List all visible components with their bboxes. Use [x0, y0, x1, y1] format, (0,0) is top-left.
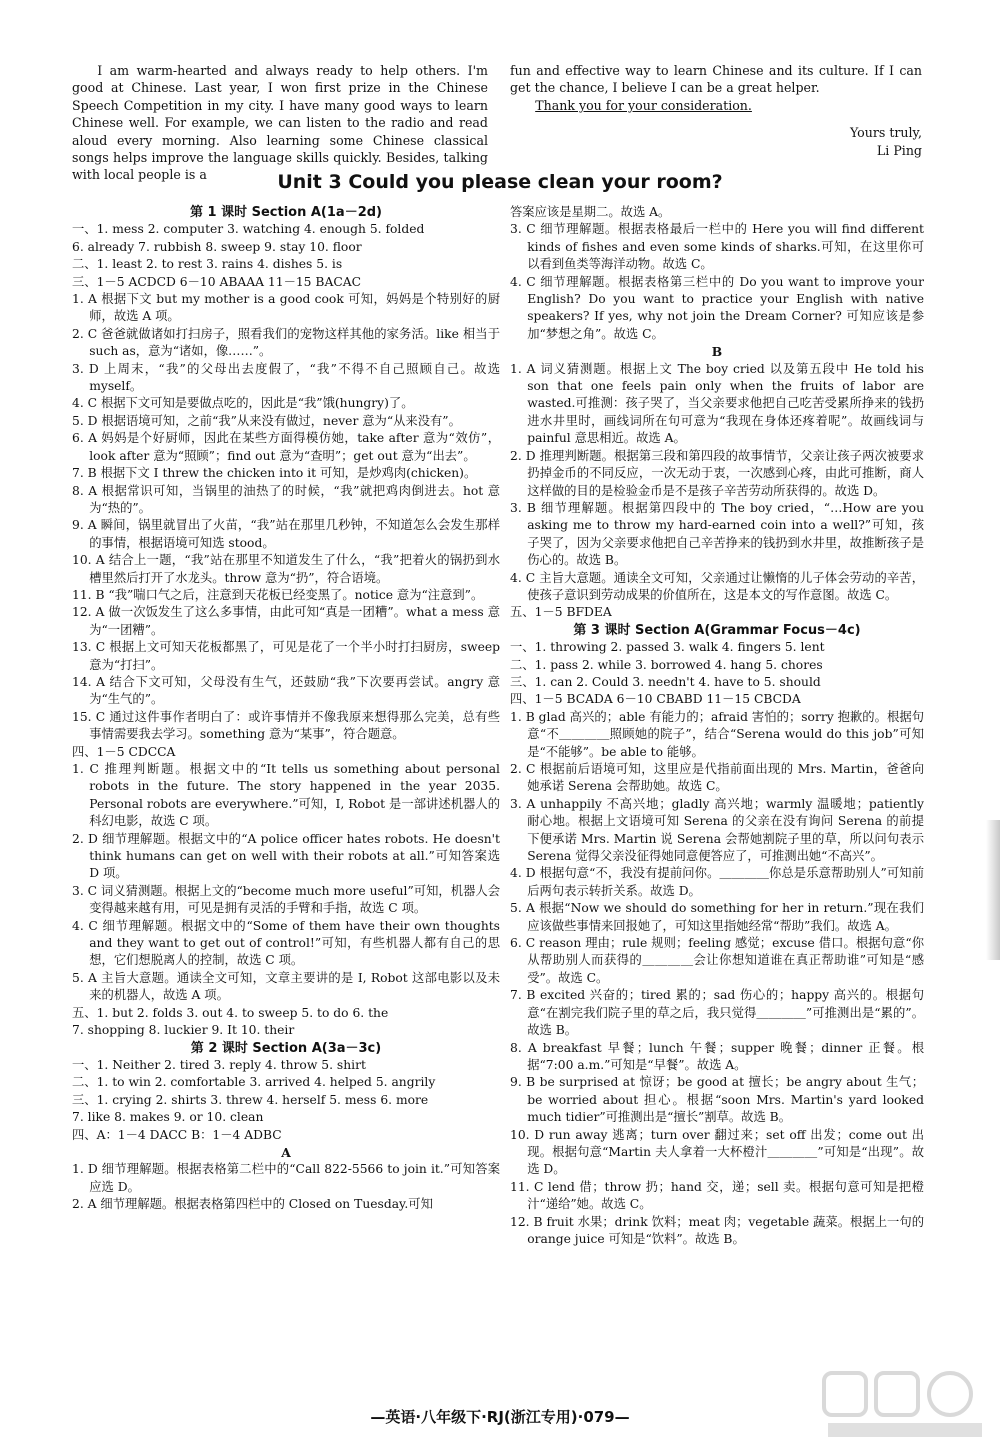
answer-line: 三、1. can 2. Could 3. needn't 4. have to 5. should [510, 674, 821, 689]
answer-explanation: 3. C 词义猜测题。根据上文的“become much more useful”可知，机器人会变得越来越有用，可见是拥有灵活的手臂和手指，故选 C 项。 [72, 883, 500, 916]
answer-explanation: 4. C 根据下文可知是要做点吃的，因此是“我”饿(hungry)了。 [72, 396, 414, 411]
letter-thanks: Thank you for your consideration. [535, 97, 752, 113]
answer-explanation: 3. A unhappily 不高兴地；gladly 高兴地；warmly 温暖地；patiently 耐心地。根据上文语境可知 Serena 的父亲在没有询问 Serena 的前提下便承诺 Mrs. Martin 说 Serena 会帮她割院子里的草，所以问句表示 Serena 觉得父亲没征得她同意便答应了，可推测出她“不高兴”。 [510, 796, 924, 864]
answer-explanation: 1. D 细节理解题。根据表格第二栏中的“Call 822-5566 to join it.”可知答案应选 D。 [72, 1162, 500, 1194]
answer-explanation: 15. C 通过这件事作者明白了：或许事情并不像我原来想得那么完美，总有些事情需要我去学习。something 意为“某事”，符合题意。 [72, 709, 500, 742]
answer-line: 四、A：1－4 DACC B：1－4 ADBC [72, 1127, 282, 1142]
answer-explanation: 1. A 词义猜测题。根据上文 The boy cried 以及第五段中 He told his son that one feels pain only when the fruits of labor are wasted.可推测：孩子哭了，当父亲要求他把自己吃苦受累所挣来的钱扔进水井里时，画线词所在句可意为“我现在身体还疼着呢”。故画线词与 painful 意思相近。故选 A。 [510, 361, 924, 446]
answer-explanation: 7. B 根据下文 I threw the chicken into it 可知，是炒鸡肉(chicken)。 [72, 466, 477, 481]
letter-body-right: fun and effective way to learn Chinese and its culture. If I can get the chance, I believe I can be a great helper. [510, 63, 922, 96]
answer-explanation: 4. D 根据句意“不，我没有提前问你。＿＿＿＿你总是乐意帮助别人”可知前后两句表示转折关系。故选 D。 [510, 866, 924, 898]
answer-line: 一、1. mess 2. computer 3. watching 4. enough 5. folded [72, 222, 425, 237]
answer-explanation: 12. A 做一次饭发生了这么多事情，由此可知“真是一团糟”。what a mess 意为“一团糟”。 [72, 605, 500, 637]
passage-label: B [711, 344, 723, 360]
answer-explanation: 4. C 主旨大意题。通读全文可知，父亲通过让懒惰的儿子体会劳动的辛苦，使孩子意识到劳动成果的价值所在，这是本文的写作意图。故选 C。 [510, 570, 924, 602]
answer-line: 二、1. to win 2. comfortable 3. arrived 4. helped 5. angrily [72, 1075, 436, 1090]
answer-explanation: 9. A 瞬间，锅里就冒出了火苗，“我”站在那里几秒钟，不知道怎么会发生那样的事情，根据语境可知选 stood。 [72, 518, 500, 550]
answer-explanation: 2. A 细节理解题。根据表格第四栏中的 Closed on Tuesday.可知 [72, 1197, 433, 1212]
answer-line: 四、1－5 CDCCA [72, 744, 176, 759]
letter-body-left: I am warm-hearted and always ready to help others. I'm good at Chinese. Last year, I won first prize in the Chinese Speech Competition in my city. I have many good ways to learn Chinese well. For example, we can listen to the radio and read aloud every morning. Also learning some Chinese classical songs helps improve the language skills quickly. Besides, talking with local people is a [72, 63, 488, 183]
answer-line: 五、1－5 BFDEA [510, 605, 612, 620]
answer-line: 7. like 8. makes 9. or 10. clean [72, 1110, 264, 1125]
answer-explanation: 8. A breakfast 早餐；lunch 午餐；supper 晚餐；dinner 正餐。根据“7:00 a.m.”可知是“早餐”。故选 A。 [510, 1040, 924, 1072]
answer-column-right [510, 204, 924, 1248]
answer-explanation: 6. A 妈妈是个好厨师，因此在某些方面得模仿她，take after 意为“效仿”，look after 意为“照顾”；find out 意为“查明”；get out 意为“出去”。 [72, 431, 500, 463]
answer-explanation: 9. B be surprised at 惊讶；be good at 擅长；be angry about 生气；be worried about 担心。根据“soon Mrs. Martin's yard looked much tidier”可推测出是“擅长”割草。故选 B。 [510, 1075, 924, 1125]
answer-explanation: 5. A 根据“Now we should do something for her in return.”现在我们应该做些事情来回报她了，可知这里指她经常“帮助”我们。故选 A。 [510, 901, 924, 933]
letter-left-column [72, 62, 488, 184]
answer-explanation: 7. B excited 兴奋的；tired 累的；sad 伤心的；happy 高兴的。根据句意“在割完我们院子里的草之后，我只觉得＿＿＿＿”可推测出是“累的”。故选 B。 [510, 988, 924, 1038]
answer-line: 三、1－5 ACDCD 6－10 ABAAA 11－15 BACAC [72, 274, 362, 289]
answer-explanation: 1. B glad 高兴的；able 有能力的；afraid 害怕的；sorry 抱歉的。根据句意“不＿＿＿＿照顾她的院子”，结合“Serena would do this job”可知是“不能够”。be able to 能够。 [510, 709, 924, 759]
answer-explanation: 10. A 结合上一题，“我”站在那里不知道发生了什么，“我”把着火的锅扔到水槽里然后打开了水龙头。throw 意为“扔”，符合语境。 [72, 553, 500, 585]
answer-explanation: 2. C 爸爸就做诸如打扫房子，照看我们的宠物这样其他的家务活。like 相当于 such as，意为“诸如，像……”。 [72, 326, 500, 359]
letter-signature: Li Ping [876, 142, 922, 158]
answer-explanation: 3. C 细节理解题。根据表格最后一栏中的 Here you will find different kinds of fishes and even some kinds of sharks.可知，在这里你可以看到鱼类等海洋动物。故选 C。 [510, 222, 924, 272]
answer-line: 6. already 7. rubbish 8. sweep 9. stay 10. floor [72, 239, 362, 254]
answer-explanation: 11. C lend 借；throw 扔；hand 交，递；sell 卖。根据句意可知是把橙汁“递给”她。故选 C。 [510, 1179, 924, 1212]
answer-line: 三、1. crying 2. shirts 3. threw 4. herself 5. mess 6. more [72, 1092, 429, 1107]
section-heading: 第 2 课时 Section A(3a－3c) [190, 1040, 382, 1056]
answer-line: 二、1. least 2. to rest 3. rains 4. dishes 5. is [72, 257, 343, 272]
answer-explanation: 14. A 结合下文可知，父母没有生气，还鼓励“我”下次要再尝试。angry 意为“生气的”。 [72, 674, 500, 707]
answer-line: 四、1－5 BCADA 6－10 CBABD 11－15 CBCDA [510, 692, 801, 707]
answer-explanation: 13. C 根据上文可知天花板都黑了，可见是花了一个半小时打扫厨房，sweep 意为“打扫”。 [72, 640, 500, 672]
answer-line: 7. shopping 8. luckier 9. It 10. their [72, 1023, 295, 1038]
answer-explanation: 8. A 根据常识可知，当锅里的油热了的时候，“我”就把鸡肉倒进去。hot 意为“热的”。 [72, 483, 500, 515]
answer-explanation: 6. C reason 理由；rule 规则；feeling 感觉；excuse 借口。根据句意“你从帮助别人而获得的＿＿＿＿会让你想知道谁在真正帮助谁”可知是“感受”。故选 C。 [510, 936, 924, 985]
answer-explanation: 2. D 推理判断题。根据第三段和第四段的故事情节，父亲让孩子两次被要求扔掉金币的不同反应，一次无动于衷，一次感到心疼，由此可推断，商人这样做的目的是检验金币是不是孩子辛苦劳动所获得的。故选 D。 [510, 448, 924, 498]
answer-explanation: 3. D 上周末，“我”的父母出去度假了，“我”不得不自己照顾自己。故选 myself。 [72, 361, 500, 394]
answer-explanation: 4. C 细节理解题。根据文中的“Some of them have their own thoughts and they want to get out of control!”可知，有些机器人都有自己的思想，它们想脱离人的控制，故选 C 项。 [72, 918, 500, 968]
answer-explanation: 5. A 主旨大意题。通读全文可知，文章主要讲的是 I, Robot 这部电影以及未来的机器人，故选 A 项。 [72, 970, 500, 1003]
answer-explanation: 2. D 细节理解题。根据文中的“A police officer hates robots. He doesn't think humans can get on well with their robots at all.”可知答案选 D 项。 [72, 831, 500, 881]
unit-title: Unit 3 Could you please clean your room? [277, 171, 723, 193]
watermark-logo [820, 1369, 990, 1441]
answer-explanation: 2. C 根据前后语境可知，这里应是代指前面出现的 Mrs. Martin，爸爸向她承诺 Serena 会帮助她。故选 C。 [510, 762, 924, 794]
answer-line: 二、1. pass 2. while 3. borrowed 4. hang 5. chores [510, 657, 823, 672]
answer-explanation: 5. D 根据语境可知，之前“我”从来没有做过，never 意为“从来没有”。 [72, 413, 461, 428]
answer-explanation: 10. D run away 逃离；turn over 翻过来；set off 出发；come out 出现。根据句意“Martin 夫人拿着一大杯橙汁＿＿＿＿”可知是“出现”。故选 D。 [510, 1127, 924, 1177]
answer-line: 一、1. throwing 2. passed 3. walk 4. fingers 5. lent [510, 640, 825, 655]
letter-right-column [510, 62, 922, 159]
answer-line: 一、1. Neither 2. tired 3. reply 4. throw 5. shirt [72, 1057, 366, 1072]
page-edge-shadow [986, 820, 1000, 960]
answer-column-left [72, 204, 500, 1214]
letter-closing: Yours truly, [849, 125, 922, 141]
answer-explanation: 11. B “我”喘口气之后，注意到天花板已经变黑了。notice 意为“注意到”。 [72, 587, 484, 602]
page-footer: —英语·八年级下·RJ(浙江专用)·079— [370, 1408, 630, 1426]
answer-explanation: 3. B 细节理解题。根据第四段中的 The boy cried，“…How are you asking me to throw my hard-earned coin into a well?”可知，孩子哭了，因为父亲要求他把自己辛苦挣来的钱扔到水井里，故推断孩子是伤心的。故选 B。 [510, 500, 924, 568]
answer-explanation: 1. C 推理判断题。根据文中的“It tells us something about personal robots in the future. The story happened in the year 2035. Personal robots are everywhere.”可知，I, Robot 是一部讲述机器人的科幻电影，故选 C 项。 [72, 762, 500, 829]
answer-explanation: 12. B fruit 水果；drink 饮料；meat 肉；vegetable 蔬菜。根据上一句的 orange juice 可知是“饮料”。故选 B。 [510, 1214, 924, 1246]
answer-line: 五、1. but 2. folds 3. out 4. to sweep 5. to do 6. the [72, 1005, 389, 1020]
answer-explanation: 1. A 根据下文 but my mother is a good cook 可知，妈妈是个特别好的厨师，故选 A 项。 [72, 292, 500, 324]
section-heading: 第 1 课时 Section A(1a－2d) [189, 205, 382, 220]
section-heading: 第 3 课时 Section A(Grammar Focus－4c) [573, 622, 861, 638]
answer-explanation: 4. C 细节理解题。根据表格第三栏中的 Do you want to improve your English? Do you want to practice your English with native speakers? If yes, why not join the Dream Corner? 可知应该是参加“梦想之角”。故选 C。 [510, 274, 924, 341]
passage-label: A [281, 1144, 291, 1160]
answer-line: 答案应该是星期二。故选 A。 [510, 205, 671, 219]
